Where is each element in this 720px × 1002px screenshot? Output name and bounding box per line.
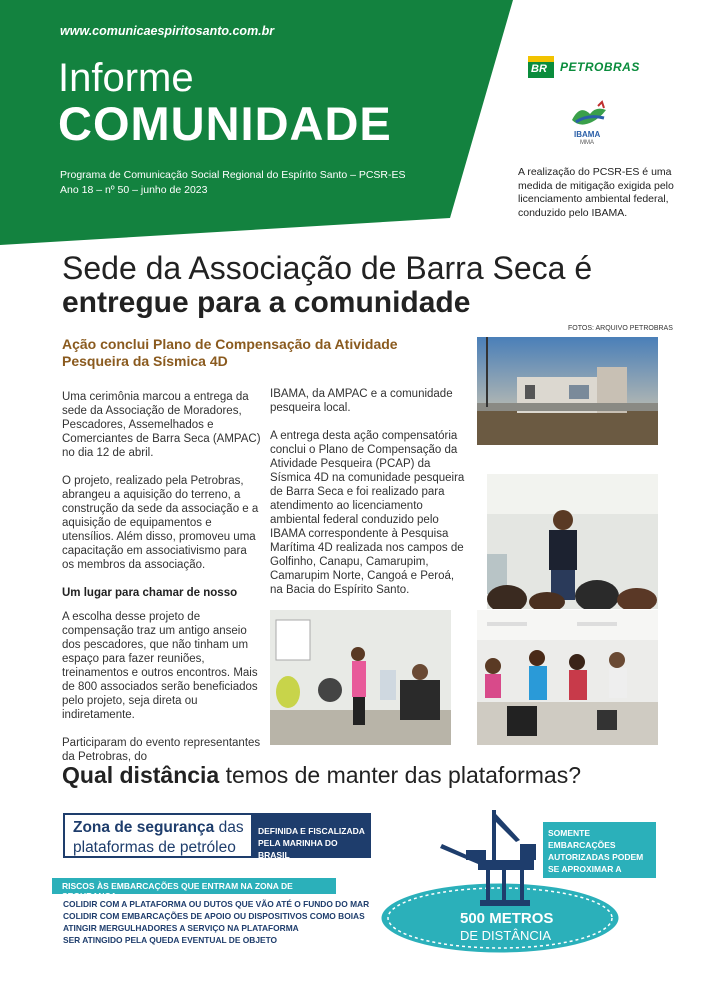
petrobras-name: PETROBRAS [560,60,640,74]
photo-building [477,337,658,445]
ibama-note: A realização do PCSR-ES é uma medida de mitigação exigida pelo licenciamento ambiental federal, conduzido pelo IBAMA. [518,166,674,219]
paragraph: O projeto, realizado pela Petrobras, abrangeu a aquisição do terreno, a construção da sede da associação e a aquisição de equipamentos e utensílios. Além disso, promoveu uma capacitação em associativismo para os membros da associação. [62,475,259,571]
risk-item: SER ATINGIDO PELA QUEDA EVENTUAL DE OBJETO [63,935,278,945]
brand-informe: Informe [58,56,194,100]
risk-list [63,898,369,946]
photo-speaker [487,474,658,609]
risk-item: ATINGIR MERGULHADORES A SERVIÇO NA PLATAFORMA [63,923,299,933]
risk-item: COLIDIR COM EMBARCAÇÕES DE APOIO OU DISPOSITIVOS COMO BOIAS [63,911,365,921]
risk-title-bar: RISCOS ÀS EMBARCAÇÕES QUE ENTRAM NA ZONA DE SEGURANÇA: [52,878,336,894]
distance-label: DE DISTÂNCIA [460,928,552,943]
ibama-logo [566,100,614,150]
ibama-label: IBAMA [574,130,601,139]
paragraph: A escolha desse projeto de compensação traz um antigo anseio dos pescadores, que não tinham um espaço para fazer reuniões, treinamentos e outros encontros. Mais de 800 associados serão beneficiados pelo projeto, seja direta ou indiretamente. [62,611,258,721]
petrobras-logo [528,56,640,78]
program-line: Programa de Comunicação Social Regional do Espírito Santo – PCSR-ES [60,169,406,181]
zone-definition: DEFINIDA E FISCALIZADA PELA MARINHA DO BRASIL [253,813,371,858]
risk-item: COLIDIR COM A PLATAFORMA OU DUTOS QUE VÃO ATÉ O FUNDO DO MAR [63,899,370,909]
safety-zone-box [63,813,253,858]
safety-title: Qual distância temos de manter das plataformas? [62,762,582,788]
program-info [60,168,406,198]
photo-credit: FOTOS: ARQUIVO PETROBRAS [568,325,673,332]
site-url[interactable]: www.comunicaespiritosanto.com.br [60,24,275,38]
brand-comunidade: COMUNIDADE [58,97,392,150]
photo-training [270,610,451,745]
petrobras-mark-icon: BR [528,56,554,78]
photo-meeting [477,610,658,745]
zone-title: Zona de segurança das [73,819,244,836]
zone-subtitle: plataformas de petróleo [73,839,236,856]
authorized-vessels-note: SOMENTE EMBARCAÇÕES AUTORIZADAS PODEM SE APROXIMAR A MENOS DE 500 METROS [543,822,656,878]
article-subtitle: Ação conclui Plano de Compensação da Atividade Pesqueira da Sísmica 4D [62,336,398,369]
headline-line-2: entregue para a comunidade [62,286,471,319]
article-column-1 [62,390,262,778]
article-column-2 [270,387,470,611]
headline-line-1: Sede da Associação de Barra Seca é [62,250,593,286]
edition-line: Ano 18 – nº 50 – junho de 2023 [60,184,208,196]
ibama-sub: MMA [580,140,594,146]
distance-value: 500 METROS [460,910,554,927]
paragraph: IBAMA, da AMPAC e a comunidade pesqueira local. [270,388,453,414]
section-heading: Um lugar para chamar de nosso [62,587,238,599]
paragraph: Uma cerimônia marcou a entrega da sede da Associação de Moradores, Pescadores, Assemelhados e Comerciantes de Barra Seca (AMPAC) no dia 12 de abril. [62,391,261,459]
paragraph: A entrega desta ação compensatória conclui o Plano de Compensação da Atividade Pesqueira (PCAP) da Sísmica 4D na comunidade pesqueira de Barra Seca e foi realizado para atendimento ao licenciamento ambiental federal conduzido pelo IBAMA correspondente à Pesquisa Marítima 4D realizada nos campos de Golfinho, Canapu, Camarupim, Camarupim Norte, Cangoá e Peroá, na Bacia do Espírito Santo. [270,430,465,596]
paragraph: Participaram do evento representantes da Petrobras, do [62,737,261,763]
